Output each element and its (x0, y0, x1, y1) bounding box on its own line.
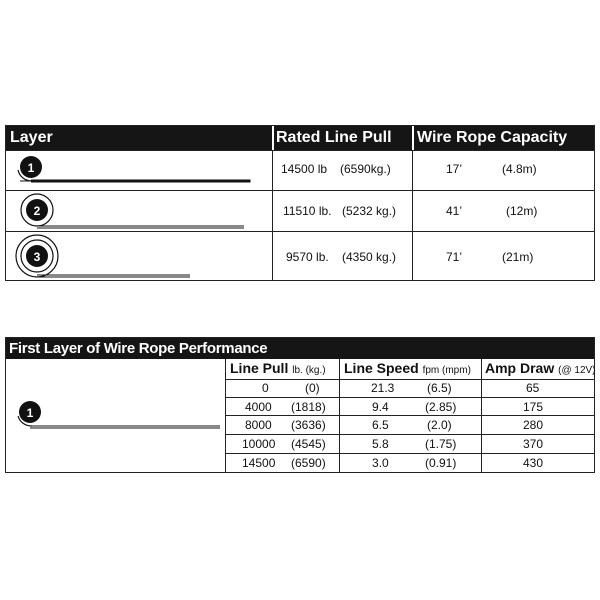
pull-kg: (3636) (291, 418, 326, 432)
speed-mpm: (2.85) (425, 400, 457, 414)
pull-kg: (4350 kg.) (342, 250, 397, 264)
pull-lb: 10000 (242, 437, 276, 451)
speed-fpm: 21.3 (371, 381, 395, 395)
amp-draw: 65 (526, 381, 540, 395)
layer-number: 1 (27, 161, 35, 175)
layer-number: 1 (26, 406, 34, 420)
capacity-ft: 17’ (446, 162, 463, 176)
layer-header: Layer (10, 129, 53, 146)
capacity-m: (4.8m) (502, 162, 537, 176)
amp-draw: 175 (523, 400, 544, 414)
table-header (6, 126, 594, 150)
speed-fpm: 3.0 (372, 456, 389, 470)
speed-fpm: 5.8 (372, 437, 389, 451)
speed-mpm: (6.5) (427, 381, 452, 395)
line-pull-header: Line Pull lb. (kg.) (230, 360, 326, 376)
layer-number: 3 (33, 250, 41, 264)
pull-lb: 14500 (242, 456, 276, 470)
pull-lb: 8000 (245, 418, 272, 432)
capacity-ft: 41’ (446, 204, 463, 218)
table-row (6, 191, 594, 231)
rated-line-pull-header: Rated Line Pull (276, 129, 392, 146)
capacity-m: (12m) (506, 204, 538, 218)
pull-kg: (0) (305, 381, 320, 395)
pull-kg: (4545) (291, 437, 326, 451)
table-row (6, 232, 594, 280)
pull-kg: (6590) (291, 456, 326, 470)
first-layer-performance-table (5, 337, 595, 473)
speed-mpm: (1.75) (425, 437, 457, 451)
layer-2-rope-diagram (6, 191, 272, 231)
capacity-ft: 71’ (446, 250, 463, 264)
amp-draw-header: Amp Draw (@ 12V) (485, 360, 596, 376)
amp-draw: 370 (523, 437, 544, 451)
line-speed-header: Line Speed fpm (mpm) (344, 360, 471, 376)
table-title-bar (6, 338, 594, 359)
pull-lb: 9570 lb. (286, 250, 329, 264)
pull-kg: (1818) (291, 400, 326, 414)
pull-lb: 14500 lb (281, 162, 328, 176)
pull-lb: 0 (262, 381, 269, 395)
amp-draw: 430 (523, 456, 544, 470)
speed-mpm: (0.91) (425, 456, 457, 470)
pull-kg: (5232 kg.) (342, 204, 397, 218)
layer-3-rope-diagram (6, 232, 272, 280)
rated-line-pull-table (5, 125, 595, 281)
pull-lb: 11510 lb. (283, 204, 332, 218)
layer-number: 2 (33, 204, 41, 218)
layer-1-rope-diagram (6, 360, 225, 472)
speed-fpm: 6.5 (372, 418, 389, 432)
pull-kg: (6590kg.) (340, 162, 391, 176)
wire-rope-capacity-header: Wire Rope Capacity (417, 129, 568, 146)
capacity-m: (21m) (502, 250, 534, 264)
amp-draw: 280 (523, 418, 544, 432)
table-title: First Layer of Wire Rope Performance (9, 340, 268, 357)
speed-mpm: (2.0) (427, 418, 452, 432)
layer-1-rope-diagram (6, 150, 272, 190)
speed-fpm: 9.4 (372, 400, 389, 414)
table-row (6, 150, 594, 190)
pull-lb: 4000 (245, 400, 272, 414)
